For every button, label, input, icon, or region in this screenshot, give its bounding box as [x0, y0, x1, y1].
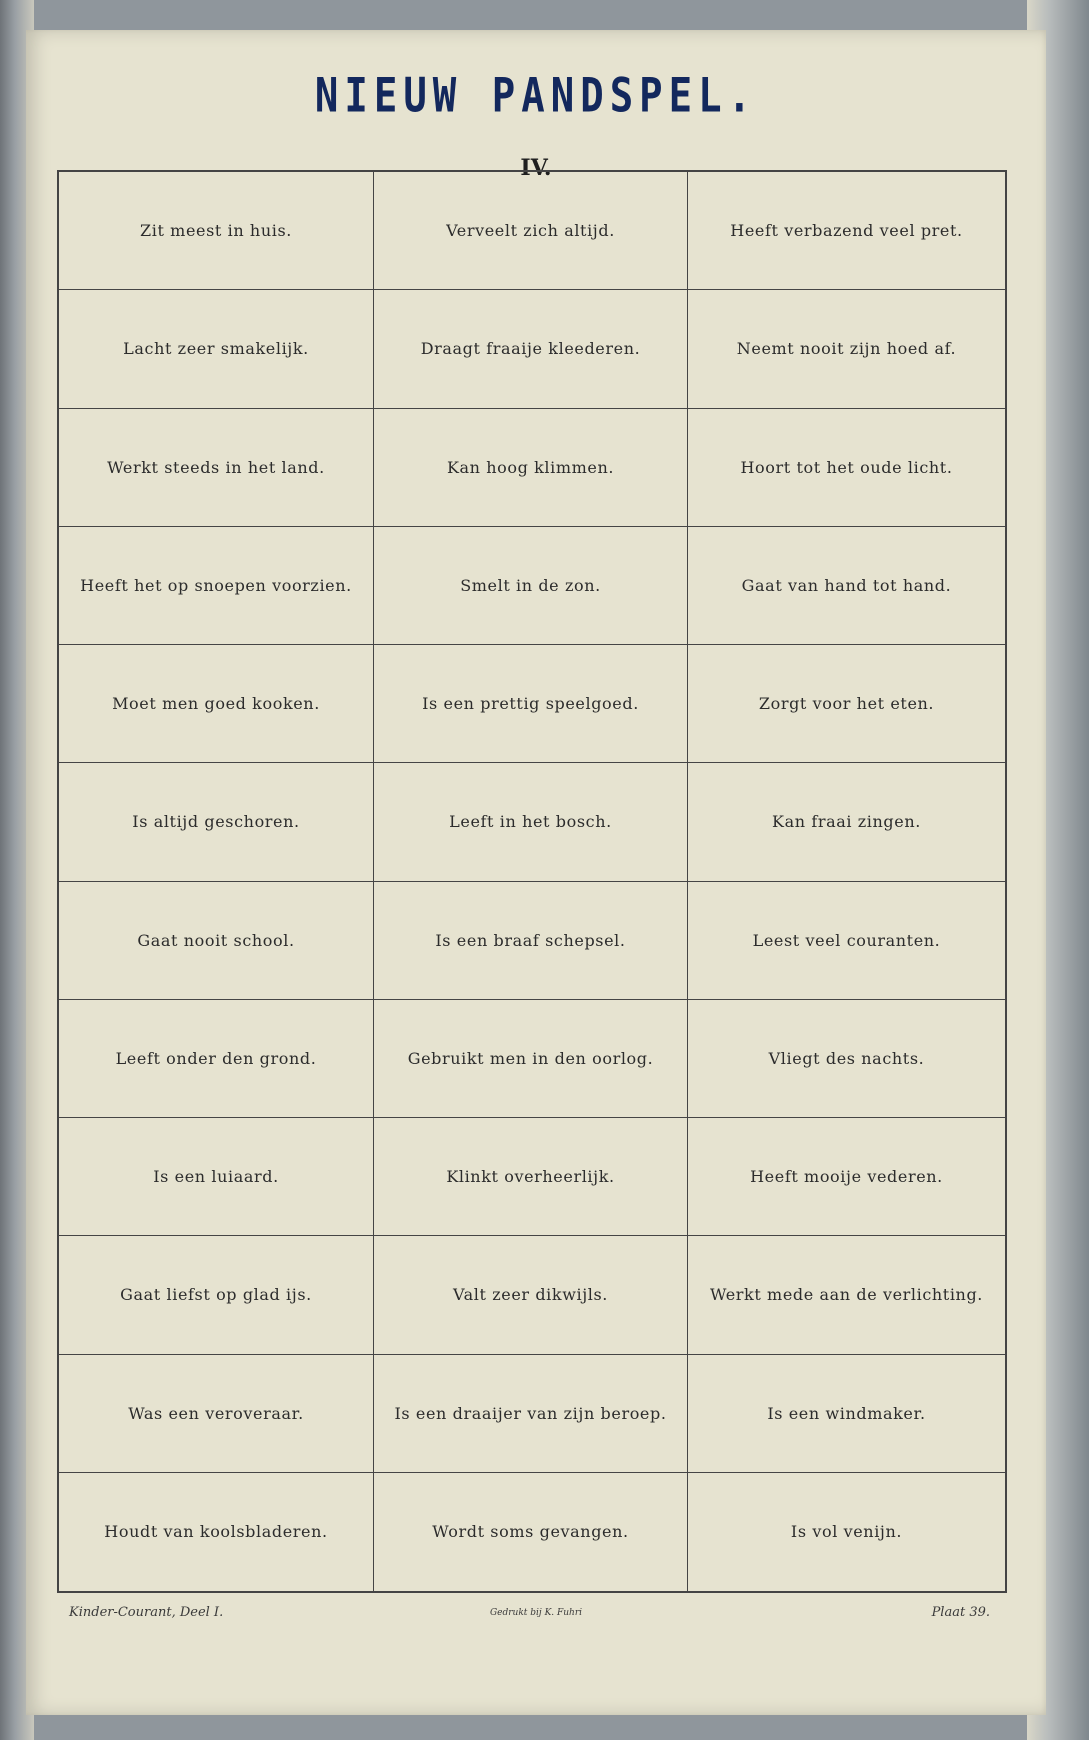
table-cell: Zorgt voor het eten. [688, 645, 1005, 763]
table-cell: Wordt soms gevangen. [374, 1473, 688, 1591]
table-cell: Is een luiaard. [59, 1118, 374, 1236]
table-cell: Werkt steeds in het land. [59, 409, 374, 527]
table-cell: Moet men goed kooken. [59, 645, 374, 763]
footer-publication: Kinder-Courant, Deel I. [69, 1605, 224, 1620]
table-cell: Is een braaf schepsel. [374, 882, 688, 1000]
document-page [26, 30, 1046, 1715]
table-cell: Leest veel couranten. [688, 882, 1005, 1000]
pandspel-table [57, 170, 1007, 1593]
table-cell: Was een veroveraar. [59, 1355, 374, 1473]
table-cell: Houdt van koolsbladeren. [59, 1473, 374, 1591]
table-cell: Valt zeer dikwijls. [374, 1236, 688, 1354]
page-title: NIEUW PANDSPEL. [314, 69, 758, 124]
table-cell: Is vol venijn. [790, 1522, 903, 1542]
table-cell: Gaat nooit school. [59, 882, 374, 1000]
table-cell: Leeft in het bosch. [374, 763, 688, 881]
table-cell: Draagt fraaije kleederen. [374, 290, 688, 408]
table-cell: Kan fraai zingen. [688, 763, 1005, 881]
table-cell: Verveelt zich altijd. [374, 172, 688, 290]
footer-plate-number: Plaat 39. [931, 1605, 990, 1620]
table-cell: Zit meest in huis. [59, 172, 374, 290]
table-cell: Gaat liefst op glad ijs. [59, 1236, 374, 1354]
table-cell: Heeft het op snoepen voorzien. [59, 527, 374, 645]
table-cell: Neemt nooit zijn hoed af. [688, 290, 1005, 408]
table-cell: Is een prettig speelgoed. [374, 645, 688, 763]
table-cell: Gebruikt men in den oorlog. [374, 1000, 688, 1118]
table-cell: Heeft verbazend veel pret. [688, 172, 1005, 290]
footer-printer: Gedrukt bij K. Fuhri [489, 1608, 583, 1618]
table-cell: Hoort tot het oude licht. [688, 409, 1005, 527]
table-cell: Kan hoog klimmen. [374, 409, 688, 527]
table-cell: Is altijd geschoren. [59, 763, 374, 881]
page-subtitle: IV. [520, 155, 552, 181]
table-cell: Smelt in de zon. [374, 527, 688, 645]
table-cell: Leeft onder den grond. [59, 1000, 374, 1118]
table-cell: Is een windmaker. [688, 1355, 1005, 1473]
table-cell: Is een draaijer van zijn beroep. [374, 1355, 688, 1473]
table-cell: Gaat van hand tot hand. [688, 527, 1005, 645]
table-cell: Lacht zeer smakelijk. [59, 290, 374, 408]
table-cell: Klinkt overheerlijk. [374, 1118, 688, 1236]
table-cell: Heeft mooije vederen. [688, 1118, 1005, 1236]
table-cell: Werkt mede aan de verlichting. [688, 1236, 1005, 1354]
table-cell: Vliegt des nachts. [688, 1000, 1005, 1118]
